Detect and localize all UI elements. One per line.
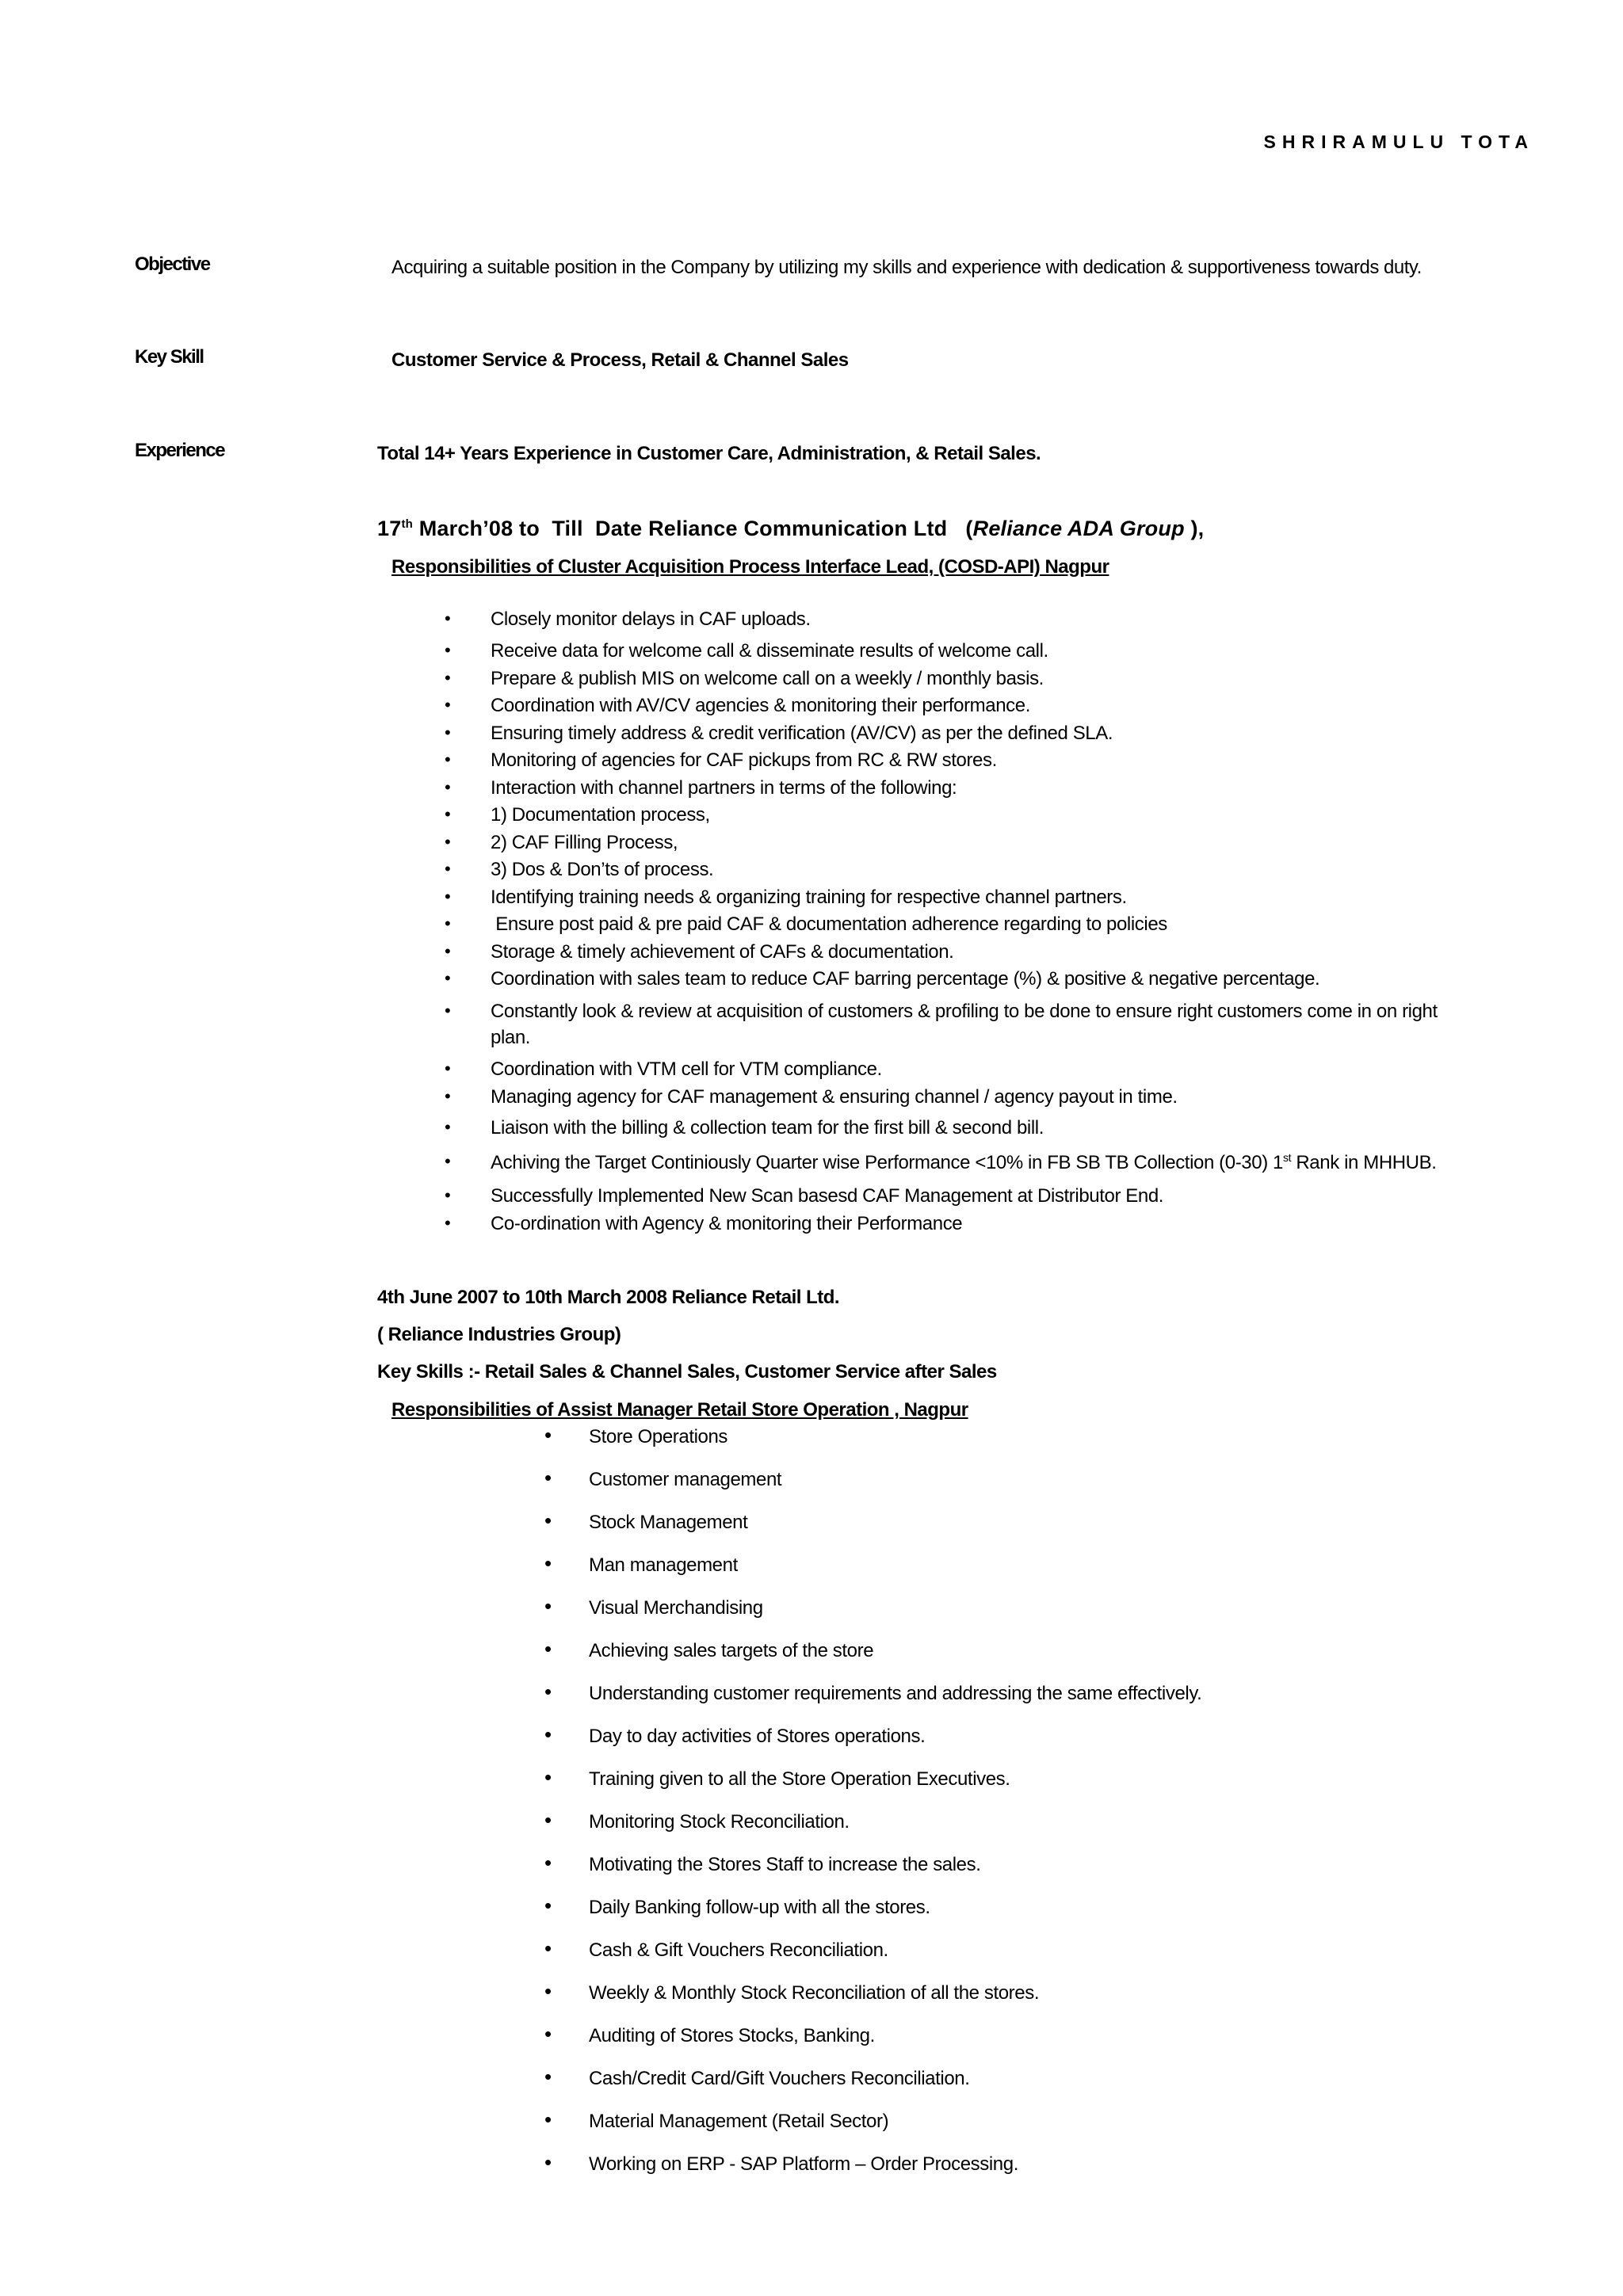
bullet-icon: •: [445, 1185, 451, 1205]
job2-list-item: [544, 1551, 738, 1577]
job1-list-item-text: 1) Documentation process,: [491, 804, 710, 826]
job2-list-item-text: Visual Merchandising: [589, 1597, 763, 1619]
job1-list-item-text: Storage & timely achievement of CAFs & documentation.: [491, 941, 954, 963]
job1-list-item-text: 2) CAF Filling Process,: [491, 832, 678, 853]
job1-list-item: [445, 695, 1030, 717]
bullet-icon: •: [445, 968, 451, 988]
objective-text: Acquiring a suitable position in the Company by utilizing my skills and experience with dedication & supportiveness towards duty.: [391, 257, 1422, 278]
job1-list-item: [445, 913, 1167, 936]
job2-list-item: [544, 2150, 1018, 2176]
job1-list-item-text: Ensuring timely address & credit verification (AV/CV) as per the defined SLA.: [491, 723, 1113, 744]
job2-list-item-text: Weekly & Monthly Stock Reconciliation of all the stores.: [589, 1982, 1040, 2004]
job1-heading: [377, 517, 1204, 541]
job2-list-item-text: Training given to all the Store Operation Executives.: [589, 1768, 1010, 1790]
key-skill-text: Customer Service & Process, Retail & Channel Sales: [391, 349, 849, 371]
bullet-icon: •: [445, 695, 451, 715]
bullet-icon: •: [544, 1722, 552, 1746]
bullet-icon: •: [445, 640, 451, 660]
bullet-icon: •: [445, 608, 451, 628]
job2-list-item: [544, 1423, 728, 1448]
candidate-name: SHRIRAMULU TOTA: [1263, 132, 1534, 152]
bullet-icon: •: [544, 1466, 552, 1489]
job2-list-item: [544, 1637, 874, 1662]
job1-list-item: [445, 723, 1113, 745]
job2-list-item: [544, 1466, 782, 1491]
bullet-icon: •: [445, 1058, 451, 1078]
job1-list-item-text: Receive data for welcome call & disseminate results of welcome call.: [491, 640, 1048, 662]
bullet-icon: •: [544, 1637, 552, 1661]
job1-list-item: [445, 1185, 1164, 1207]
job1-list-item: [445, 859, 714, 881]
bullet-icon: •: [544, 2107, 552, 2131]
job1-group-close: ),: [1184, 517, 1205, 540]
job2-list-item-text: Customer management: [589, 1469, 782, 1490]
job1-group: Reliance ADA Group: [972, 517, 1185, 540]
bullet-icon: •: [445, 887, 451, 906]
bullet-icon: •: [445, 668, 451, 688]
job1-list-item-text: Managing agency for CAF management & ensuring channel / agency payout in time.: [491, 1086, 1178, 1108]
job2-key-skills: Key Skills :- Retail Sales & Channel Sales, Customer Service after Sales: [377, 1361, 997, 1383]
job1-list-item-text: Coordination with sales team to reduce CAF barring percentage (%) & positive & negative percentage.: [491, 968, 1320, 990]
job2-list-item-text: Achieving sales targets of the store: [589, 1640, 874, 1661]
job1-list-item-text: Monitoring of agencies for CAF pickups from RC & RW stores.: [491, 749, 997, 771]
bullet-icon: •: [445, 723, 451, 742]
job1-list-item: [445, 968, 1320, 990]
job2-list-item: [544, 1722, 926, 1748]
job1-list-item-text: Constantly look & review at acquisition of customers & profiling to be done to ensure right customers come in on right: [491, 1001, 1438, 1022]
job1-list-item: [445, 1151, 1437, 1174]
job2-list-item-text: Working on ERP - SAP Platform – Order Processing.: [589, 2153, 1018, 2175]
bullet-icon: •: [544, 1936, 552, 1960]
bullet-icon: •: [445, 749, 451, 769]
bullet-icon: •: [445, 859, 451, 879]
job1-list-item: [445, 1001, 1438, 1023]
job2-list-item-text: Motivating the Stores Staff to increase the sales.: [589, 1854, 981, 1875]
job2-list-item: [544, 2022, 875, 2047]
job1-list-item: [445, 749, 997, 772]
job2-list-item: [544, 1508, 748, 1534]
bullet-icon: •: [445, 913, 451, 933]
bullet-icon: •: [445, 1086, 451, 1106]
bullet-icon: •: [544, 1979, 552, 2003]
bullet-icon: •: [445, 804, 451, 824]
bullet-icon: •: [544, 1851, 552, 1875]
job2-list-item-text: Monitoring Stock Reconciliation.: [589, 1811, 850, 1833]
job1-list-item: [445, 1086, 1178, 1108]
job2-list-item: [544, 1594, 763, 1619]
job1-date-day: 17: [377, 517, 402, 540]
job1-list-item-text: 3) Dos & Don’ts of process.: [491, 859, 714, 880]
job2-group: ( Reliance Industries Group): [377, 1324, 621, 1345]
job1-list-item: [491, 1027, 530, 1049]
job2-list-item: [544, 1765, 1010, 1791]
job2-list-item: [544, 1808, 850, 1833]
job2-list-item-text: Man management: [589, 1554, 738, 1576]
job1-list-item: [445, 668, 1044, 690]
bullet-icon: •: [544, 2065, 552, 2088]
job2-list-item: [544, 2065, 970, 2090]
job2-list-item: [544, 1894, 930, 1919]
bullet-icon: •: [544, 1765, 552, 1789]
bullet-icon: •: [544, 1808, 552, 1832]
bullet-icon: •: [445, 1151, 451, 1171]
experience-label: Experience: [135, 440, 225, 461]
job2-list-item-text: Cash/Credit Card/Gift Vouchers Reconciliation.: [589, 2068, 970, 2089]
job1-list-item: [445, 1213, 963, 1235]
job1-list-item-text: Interaction with channel partners in terms of the following:: [491, 777, 957, 799]
job1-list-item-text: Closely monitor delays in CAF uploads.: [491, 608, 811, 630]
job2-list-item-text: Daily Banking follow-up with all the stores.: [589, 1897, 930, 1918]
job1-list-item: [445, 1058, 882, 1081]
experience-summary: Total 14+ Years Experience in Customer Care, Administration, & Retail Sales.: [377, 443, 1041, 464]
job2-list-item-text: Material Management (Retail Sector): [589, 2111, 889, 2132]
job2-list-item: [544, 1851, 981, 1876]
job2-list-item: [544, 1680, 1202, 1705]
job2-list-item-text: Understanding customer requirements and addressing the same effectively.: [589, 1683, 1202, 1704]
bullet-icon: •: [544, 1894, 552, 1917]
job2-list-item-text: Cash & Gift Vouchers Reconciliation.: [589, 1939, 888, 1961]
job1-list-item: [445, 832, 678, 854]
job1-list-item-text: Co-ordination with Agency & monitoring their Performance: [491, 1213, 963, 1234]
job1-list-item: [445, 887, 1127, 909]
job2-list-item-text: Day to day activities of Stores operations.: [589, 1726, 926, 1747]
bullet-icon: •: [445, 941, 451, 961]
job1-date-sup: th: [401, 517, 413, 531]
bullet-icon: •: [544, 2022, 552, 2046]
bullet-icon: •: [445, 1213, 451, 1233]
job2-list-item-text: Stock Management: [589, 1512, 748, 1533]
job2-list-item-text: Store Operations: [589, 1426, 728, 1447]
bullet-icon: •: [445, 832, 451, 852]
objective-label: Objective: [135, 254, 210, 275]
job1-list-item-text: Successfully Implemented New Scan basesd CAF Management at Distributor End.: [491, 1185, 1164, 1207]
job1-list-item-text: Prepare & publish MIS on welcome call on a weekly / monthly basis.: [491, 668, 1044, 689]
job1-list-item: [445, 804, 710, 826]
bullet-icon: •: [445, 1001, 451, 1020]
job2-list-item: [544, 2107, 889, 2133]
job1-list-item: [445, 1117, 1044, 1139]
job1-list-item-text: Coordination with AV/CV agencies & monitoring their performance.: [491, 695, 1030, 716]
job1-list-item-text: Coordination with VTM cell for VTM compliance.: [491, 1058, 882, 1080]
job1-list-item-text: Liaison with the billing & collection team for the first bill & second bill.: [491, 1117, 1044, 1138]
bullet-icon: •: [544, 1680, 552, 1703]
bullet-icon: •: [544, 1594, 552, 1618]
job2-list-item-text: Auditing of Stores Stocks, Banking.: [589, 2025, 875, 2046]
key-skill-label: Key Skill: [135, 346, 204, 368]
job1-list-item: [445, 941, 954, 963]
bullet-icon: •: [544, 1508, 552, 1532]
bullet-icon: •: [544, 2150, 552, 2174]
job2-list-item: [544, 1979, 1040, 2004]
job1-list-item-text: Ensure post paid & pre paid CAF & documentation adherence regarding to policies: [491, 913, 1167, 935]
bullet-icon: •: [445, 777, 451, 797]
bullet-icon: •: [544, 1423, 552, 1447]
job2-list-item: [544, 1936, 888, 1962]
bullet-icon: •: [445, 1117, 451, 1137]
job1-list-item: [445, 777, 957, 799]
job1-list-item: [445, 608, 811, 631]
job1-list-item: [445, 640, 1048, 662]
job1-list-item-text: Identifying training needs & organizing training for respective channel partners.: [491, 887, 1127, 908]
rank-sup: st: [1283, 1151, 1292, 1164]
rank-rest: Rank in MHHUB.: [1291, 1152, 1437, 1173]
job2-dates: 4th June 2007 to 10th March 2008 Reliance Retail Ltd.: [377, 1287, 840, 1308]
job1-date-rest: March’08 to Till Date Reliance Communication Ltd (: [413, 517, 973, 540]
bullet-icon: •: [544, 1551, 552, 1575]
job1-list-item-text: Achiving the Target Continiously Quarter wise Performance <10% in FB SB TB Collection (0-30) 1: [491, 1152, 1284, 1173]
job2-role: Responsibilities of Assist Manager Retail Store Operation , Nagpur: [391, 1399, 968, 1421]
job1-role: Responsibilities of Cluster Acquisition Process Interface Lead, (COSD-API) Nagpur: [391, 556, 1109, 578]
job1-list-item-text: plan.: [491, 1027, 531, 1048]
